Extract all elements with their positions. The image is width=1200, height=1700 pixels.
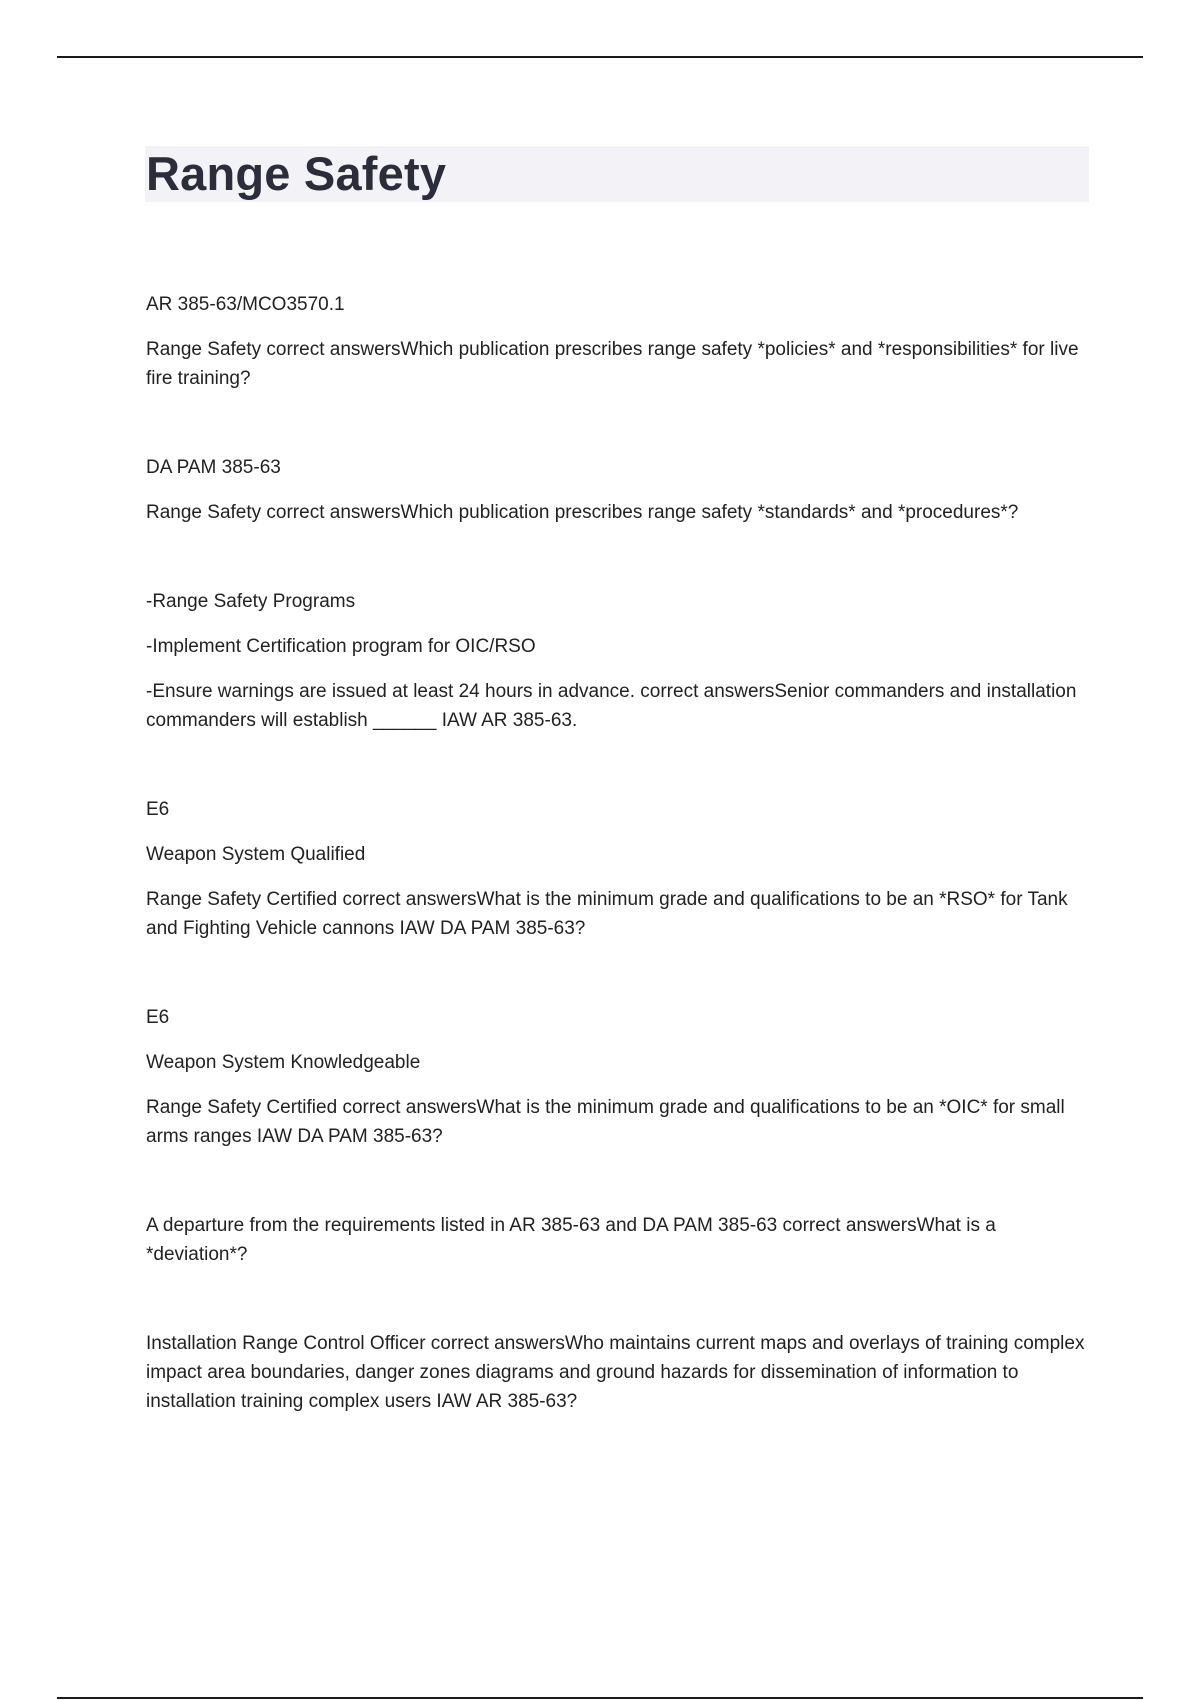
question-line: Range Safety Certified correct answersWhat is the minimum grade and qualifications to be an *OIC* for small arms ranges IAW DA PAM 385-63? xyxy=(146,1097,1065,1147)
qa-entry xyxy=(146,587,1086,735)
answer-line: -Implement Certification program for OIC/RSO xyxy=(146,636,536,657)
answer-line: -Range Safety Programs xyxy=(146,591,356,612)
answer-line: AR 385-63/MCO3570.1 xyxy=(146,294,345,315)
answer-line: Weapon System Qualified xyxy=(146,844,366,865)
question-line: Range Safety Certified correct answersWhat is the minimum grade and qualifications to be an *RSO* for Tank and Fighting Vehicle cannons IAW DA PAM 385-63? xyxy=(146,889,1068,939)
answer-line: E6 xyxy=(146,799,170,820)
answer-line: DA PAM 385-63 xyxy=(146,457,281,478)
qa-entry xyxy=(146,453,1086,527)
question-line: Range Safety correct answersWhich publication prescribes range safety *policies* and *responsibilities* for live fire training? xyxy=(146,339,1079,389)
qa-entry xyxy=(146,795,1086,943)
answer-line: Weapon System Knowledgeable xyxy=(146,1052,421,1073)
header-rule xyxy=(57,56,1143,58)
qa-entry xyxy=(146,1329,1086,1416)
question-line: -Ensure warnings are issued at least 24 hours in advance. correct answersSenior commanders and installation commanders will establish ______ IAW AR 385-63. xyxy=(146,681,1077,731)
qa-entry xyxy=(146,290,1086,393)
page-title: Range Safety xyxy=(146,147,447,200)
question-line: A departure from the requirements listed in AR 385-63 and DA PAM 385-63 correct answersWhat is a *deviation*? xyxy=(146,1215,996,1265)
question-line: Range Safety correct answersWhich publication prescribes range safety *standards* and *procedures*? xyxy=(146,502,1019,523)
document-body xyxy=(146,290,1086,1476)
answer-line: E6 xyxy=(146,1007,170,1028)
footer-rule xyxy=(57,1697,1143,1699)
question-line: Installation Range Control Officer correct answersWho maintains current maps and overlays of training complex impact area boundaries, danger zones diagrams and ground hazards for dissemination of information to installation training complex users IAW AR 385-63? xyxy=(146,1333,1085,1412)
qa-entry xyxy=(146,1003,1086,1151)
qa-entry xyxy=(146,1211,1086,1269)
